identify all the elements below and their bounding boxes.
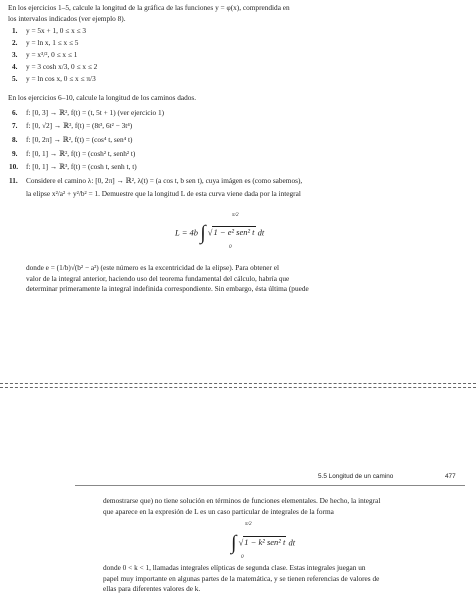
exercise-text: f: [0, 2π] → ℝ², f(t) = (cos⁴ t, sen⁴ t) — [26, 135, 133, 144]
exercise-7 — [12, 121, 132, 131]
integral-sign: ∫ — [231, 532, 237, 554]
exercise-number: 3. — [12, 50, 18, 59]
exercise-number: 7. — [12, 121, 18, 130]
exercise-text: f: [0, 1] → ℝ³, f(t) = (cosh t, senh t, t) — [26, 162, 137, 171]
upper-limit: π/2 — [232, 212, 239, 218]
exercise-text: y = 5x + 1, 0 ≤ x ≤ 3 — [26, 26, 87, 35]
continuation-line-1: demostrarse que) no tiene solución en términos de funciones elementales. De hecho, la integral — [103, 496, 381, 505]
continuation-paragraph — [103, 496, 468, 518]
exercise-5 — [12, 74, 96, 84]
exercise-11 — [9, 176, 464, 187]
exercise-2 — [12, 38, 78, 48]
exercise-11-line-2: la elipse x²/a² + y²/b² = 1. Demuestre que la longitud L de esta curva viene dada por la integral — [26, 189, 301, 198]
intro-line-1: En los ejercicios 1–5, calcule la longitud de la gráfica de las funciones y = φ(x), comprendida en — [8, 3, 290, 12]
paragraph-line-3: determinar primeramente la integral indefinida correspondiente. Sin embargo, ésta última (puede — [26, 284, 309, 294]
formula-integrand: 1 − e² sen² t — [213, 227, 255, 238]
exercise-10 — [9, 162, 137, 172]
exercise-number: 1. — [12, 26, 18, 35]
integral-sign: ∫ — [200, 222, 206, 244]
exercise-3 — [12, 50, 77, 60]
formula-lhs: L = 4b — [175, 227, 199, 238]
closing-line-2: papel muy importante en algunas partes de la matemática, y se tienen referencias de valores de — [103, 573, 380, 583]
closing-line-1: donde 0 < k < 1, llamadas integrales elípticas de segunda clase. Estas integrales juegan un — [103, 563, 366, 572]
arc-length-formula — [175, 222, 264, 245]
exercise-9 — [12, 149, 135, 159]
paragraph-line-2: valor de la integral anterior, haciendo uso del teorema fundamental del cálculo, habría que — [26, 273, 290, 283]
exercise-6 — [12, 108, 164, 118]
intro-exercises-1-5 — [8, 3, 470, 24]
exercise-number: 9. — [12, 149, 18, 158]
continuation-line-2: que aparece en la expresión de L es un caso particular de integrales de la forma — [103, 506, 334, 516]
exercise-text: f: [0, √2] → ℝ², f(t) = (8t³, 6t² − 3t⁴) — [26, 121, 133, 130]
lower-limit: 0 — [241, 554, 244, 560]
exercise-number: 8. — [12, 135, 18, 144]
exercise-number: 6. — [12, 108, 18, 117]
elliptic-integral-formula — [231, 532, 295, 555]
lower-limit: 0 — [229, 244, 232, 250]
exercise-number: 2. — [12, 38, 18, 47]
intro-exercises-6-10: En los ejercicios 6–10, calcule la longitud de los caminos dados. — [8, 93, 197, 102]
running-head-section: 5.5 Longitud de un camino — [318, 473, 394, 480]
exercise-11-line-1: Considere el camino λ: [0, 2π] → ℝ², λ(t) = (a cos t, b sen t), cuya imágen es (como sabemos), — [26, 176, 303, 185]
running-head-rule — [75, 485, 465, 486]
exercise-number: 10. — [9, 162, 19, 171]
page-break-bottom — [0, 387, 476, 388]
exercise-number: 11. — [9, 176, 18, 185]
sqrt-sign: √ — [207, 227, 213, 238]
exercise-text: f: [0, 3] → ℝ², f(t) = (t, 5t + 1) (ver ejercicio 1) — [26, 108, 165, 117]
intro-line-2: los intervalos indicados (ver ejemplo 8). — [8, 13, 126, 23]
continuation-closing-paragraph — [103, 563, 468, 595]
page-break-top — [0, 383, 476, 384]
exercise-text: y = ln x, 1 ≤ x ≤ 5 — [26, 38, 79, 47]
page-number: 477 — [445, 473, 456, 480]
closing-line-3: ellas para diferentes valores de k. — [103, 584, 201, 594]
upper-limit: π/2 — [245, 521, 252, 527]
exercise-text: f: [0, 1] → ℝ², f(t) = (cosh² t, senh² t) — [26, 149, 136, 158]
paragraph-line-1: donde e = (1/b)√(b² − a²) (este número es la excentricidad de la elipse). Para obtener el — [26, 263, 280, 272]
formula-dt: dt — [257, 227, 265, 238]
exercise-number: 5. — [12, 74, 18, 83]
exercise-text: y = ln cos x, 0 ≤ x ≤ π/3 — [26, 74, 96, 83]
exercise-text: y = 3 cosh x/3, 0 ≤ x ≤ 2 — [26, 62, 98, 71]
exercise-number: 4. — [12, 62, 18, 71]
exercise-8 — [12, 135, 132, 145]
sqrt-sign: √ — [238, 537, 244, 548]
elliptic-integrand: 1 − k² sen² t — [244, 537, 286, 548]
exercise-text: y = x³/², 0 ≤ x ≤ 1 — [26, 50, 78, 59]
exercise-11-paragraph — [26, 263, 466, 295]
exercise-4 — [12, 62, 97, 72]
exercise-1 — [12, 26, 86, 36]
elliptic-dt: dt — [288, 537, 296, 548]
